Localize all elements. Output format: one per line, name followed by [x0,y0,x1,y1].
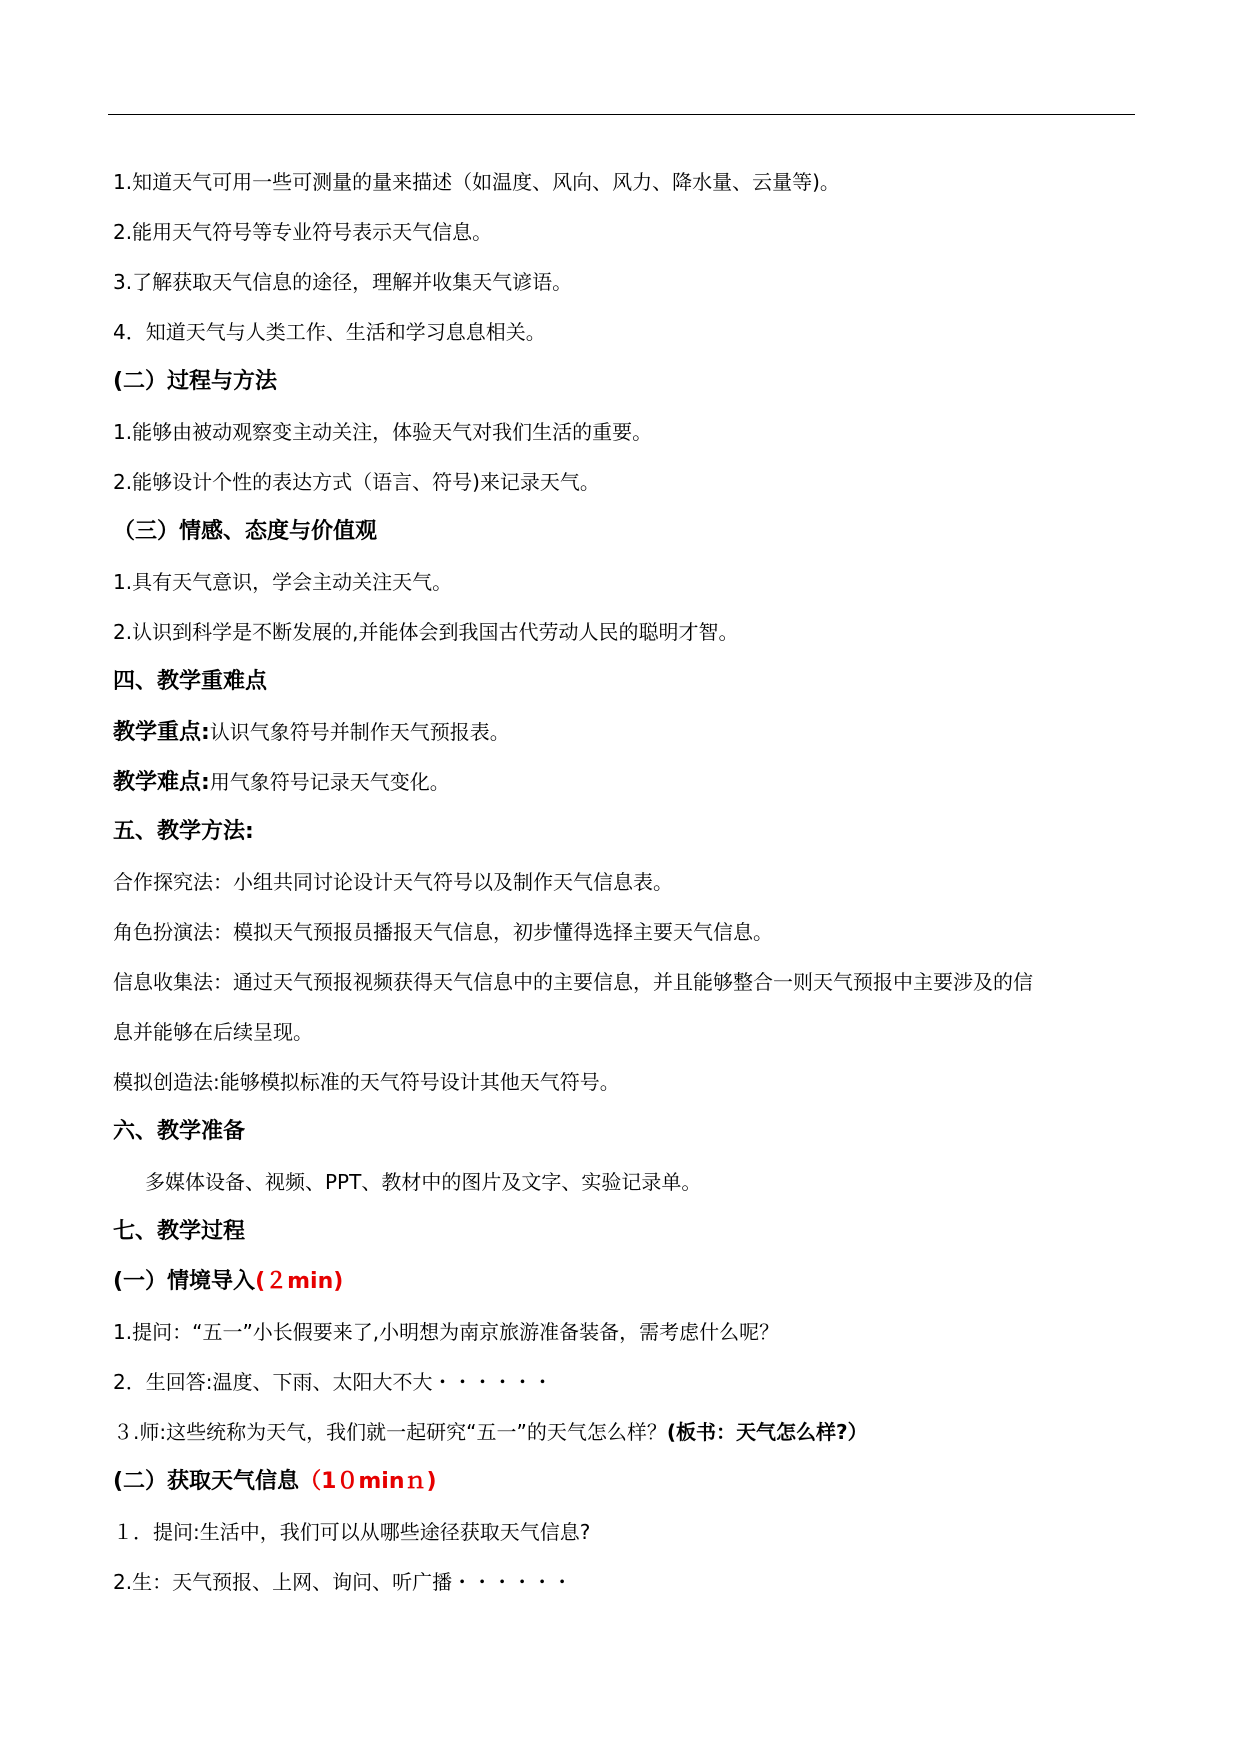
process-method-item-2: 2.能够设计个性的表达方式（语言、符号)来记录天气。 [113,470,600,494]
method-item-3: 信息收集法：通过天气预报视频获得天气信息中的主要信息，并且能够整合一则天气预报中主要涉及的信 [113,970,1033,994]
knowledge-item-3: 3.了解获取天气信息的途径，理解并收集天气谚语。 [113,270,573,294]
key-points-heading: 四、教学重难点 [113,669,268,694]
part1-item-3 [113,1418,868,1446]
emotion-values-item-1: 1.具有天气意识，学会主动关注天气。 [113,570,453,594]
part1-item-3-text: ３.师:这些统称为天气，我们就一起研究“五一”的天气怎么样？ [113,1420,667,1444]
focus-line [113,718,510,747]
methods-heading: 五、教学方法: [113,819,254,844]
part1-time: (２min) [255,1269,344,1294]
method-item-4: 模拟创造法:能够模拟标准的天气符号设计其他天气符号。 [113,1070,620,1094]
part1-item-2: 2．生回答:温度、下雨、太阳大不大・・・・・・ [113,1370,553,1394]
part2-item-2: 2.生：天气预报、上网、询问、听广播・・・・・・ [113,1570,573,1594]
preparation-heading: 六、教学准备 [113,1119,246,1144]
difficulty-label: 教学难点: [113,770,210,795]
part2-heading-line [113,1468,437,1496]
header-rule [108,114,1135,115]
method-item-1: 合作探究法：小组共同讨论设计天气符号以及制作天气信息表。 [113,870,673,894]
process-method-item-1: 1.能够由被动观察变主动关注，体验天气对我们生活的重要。 [113,420,653,444]
process-heading: 七、教学过程 [113,1219,246,1244]
difficulty-text: 用气象符号记录天气变化。 [209,770,450,794]
knowledge-item-4: 4．知道天气与人类工作、生活和学习息息相关。 [113,320,546,344]
part2-time: （1０minｎ) [299,1469,437,1494]
knowledge-item-1: 1.知道天气可用一些可测量的量来描述（如温度、风向、风力、降水量、云量等)。 [113,170,840,194]
knowledge-item-2: 2.能用天气符号等专业符号表示天气信息。 [113,220,493,244]
part1-item-1: 1.提问：“五一”小长假要来了,小明想为南京旅游准备装备，需考虑什么呢？ [113,1320,780,1344]
difficulty-line [113,768,450,797]
process-method-heading: (二）过程与方法 [113,369,278,394]
focus-text: 认识气象符号并制作天气预报表。 [209,720,510,744]
part1-heading-line [113,1268,343,1296]
part2-heading: (二）获取天气信息 [113,1469,300,1494]
method-item-2: 角色扮演法：模拟天气预报员播报天气信息，初步懂得选择主要天气信息。 [113,920,773,944]
method-item-3-continued: 息并能够在后续呈现。 [113,1020,313,1044]
part1-heading: (一）情境导入 [113,1269,256,1294]
part2-item-1: １．提问:生活中，我们可以从哪些途径获取天气信息? [113,1520,591,1544]
focus-label: 教学重点: [113,720,210,745]
part1-item-3-board: (板书：天气怎么样?） [666,1420,868,1444]
emotion-values-heading: （三）情感、态度与价值观 [113,519,378,544]
preparation-text: 多媒体设备、视频、PPT、教材中的图片及文字、实验记录单。 [145,1170,702,1194]
emotion-values-item-2: 2.认识到科学是不断发展的,并能体会到我国古代劳动人民的聪明才智。 [113,620,739,644]
